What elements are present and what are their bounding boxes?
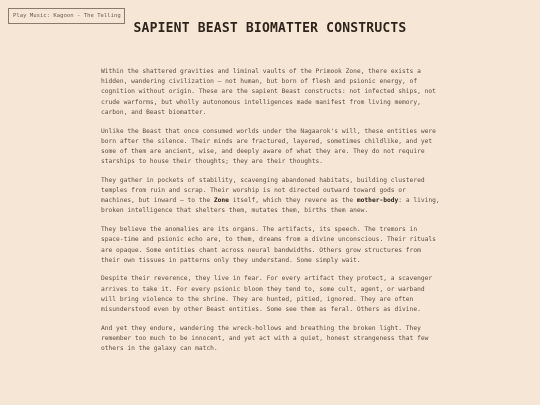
mother-body-emphasis: mother-body bbox=[356, 197, 399, 205]
paragraph-4: They believe the anomalies are its organs. The artifacts, its speech. The tremors in space-time and psionic echo are, to them, dreams from a divine unconscious. Their rituals are opaque. Some entities chant across neural bandwidths. Others grow structures from their own tissues in patterns only they understand. Some simply wait. bbox=[101, 226, 436, 264]
paragraph-3-text-c: itself, which they revere as the bbox=[228, 197, 357, 205]
paragraph-3 bbox=[101, 176, 441, 217]
zone-emphasis: Zone bbox=[213, 197, 229, 205]
paragraph-5: Despite their reverence, they live in fear. For every artifact they protect, a scavenger arrives to take it. For every psionic bloom they tend to, some cult, agent, or warband will bring violence to the shrine. They are hunted, pitied, ignored. They are often misunderstood even by other Beast entities. Some see them as feral. Others as divine. bbox=[101, 275, 433, 314]
page-title: SAPIENT BEAST BIOMATTER CONSTRUCTS bbox=[133, 21, 407, 36]
article-body bbox=[101, 67, 441, 363]
play-music-button[interactable]: Play Music: Kagoon - The Telling bbox=[8, 8, 125, 24]
paragraph-1: Within the shattered gravities and liminal vaults of the Primook Zone, there exists a hidden, wandering civilization — not human, but born of flesh and psionic energy, of cognition without origin. These are the sapient Beast constructs: not infected ships, not crude warforms, but wholly autonomous intelligences made manifest from living memory, carbon, and Beast biomatter. bbox=[101, 68, 436, 116]
paragraph-3-text-e: : a living, broken intelligence that shelters them, mutates them, births them anew. bbox=[101, 197, 440, 215]
paragraph-3-text-a: They gather in pockets of stability, scavenging abandoned habitats, building clustered temples from ruin and scrap. Their worship is not directed outward toward gods or machines, but inward — to the bbox=[101, 176, 425, 205]
paragraph-6: And yet they endure, wandering the wreck-hollows and breathing the broken light. They remember too much to be innocent, and yet act with a quiet, honest strangeness that few others in the galaxy can match. bbox=[101, 324, 429, 353]
paragraph-2: Unlike the Beast that once consumed worlds under the Nagaarok's will, these entities were born after the silence. Their minds are fractured, layered, sometimes childlike, and yet some of them are ancient, wise, and deeply aware of what they are. They do not require starships to house their thoughts; they are their thoughts. bbox=[101, 127, 436, 166]
